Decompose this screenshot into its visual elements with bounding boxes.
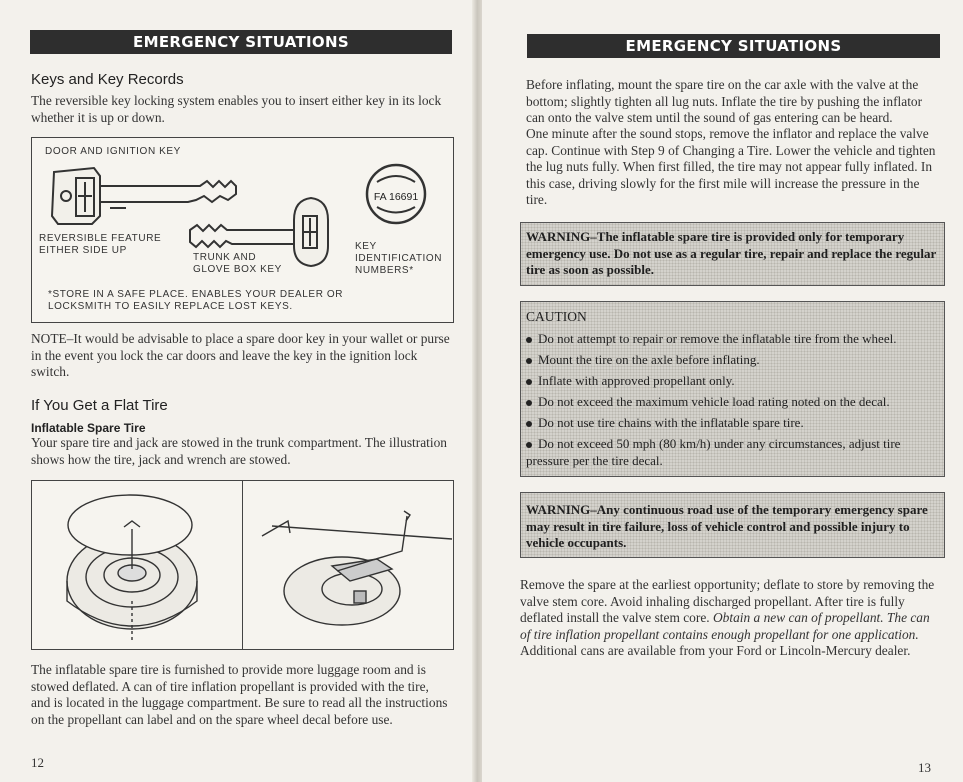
page-number: 12 bbox=[31, 755, 44, 770]
trunk-label-2: GLOVE BOX KEY bbox=[193, 264, 282, 275]
spare-tire-figure bbox=[31, 480, 454, 650]
caution-item: Do not exceed 50 mph (80 km/h) under any circumstances, adjust tire pressure per the tire decal. bbox=[526, 436, 901, 468]
note-paragraph: NOTE–It would be advisable to place a spare door key in your wallet or purse in the event you lock the car doors and leave the key in the ignition lock switch. bbox=[31, 331, 450, 379]
keys-intro: The reversible key locking system enables you to insert either key in its lock whether it is up or down. bbox=[31, 93, 442, 125]
caution-item: Do not attempt to repair or remove the inflatable tire from the wheel. bbox=[526, 331, 938, 348]
bullet-icon bbox=[526, 358, 532, 364]
key-id-label-1: KEY bbox=[355, 241, 377, 252]
flat-tire-heading: If You Get a Flat Tire bbox=[31, 397, 168, 414]
reversible-label-2: EITHER SIDE UP bbox=[39, 245, 127, 256]
keys-heading: Keys and Key Records bbox=[31, 71, 184, 88]
right-page bbox=[482, 0, 963, 782]
section-banner: EMERGENCY SITUATIONS bbox=[527, 34, 940, 58]
remove-spare-paragraph: Remove the spare at the earliest opportunity; deflate to store by removing the valve stem core. Avoid inhaling discharged propellant. After tire is fully deflated install the valve stem core. Obtain a new can of propellant. The can of tire inflation propellant contains enough propellant for one application. Additional cans are available from your Ford or Lincoln-Mercury dealer. bbox=[520, 577, 935, 658]
spare-body: The inflatable spare tire is furnished to provide more luggage room and is stowed deflated. A can of tire inflation propellant is provided with the tire, and is located in the luggage compartment. Be sure to read all the instructions on the propellant can label and on the spare wheel decal before use. bbox=[31, 662, 448, 727]
section-banner: EMERGENCY SITUATIONS bbox=[30, 30, 452, 54]
after-sound-paragraph: One minute after the sound stops, remove the inflator and replace the valve cap. Continue with Step 9 of Changing a Tire. Lower the vehicle and tighten the lug nuts fully. When first filled, the tire may not appear fully inflated. In this case, driving slowly for the first mile will increase the pressure in the tire. bbox=[526, 126, 936, 207]
inflating-paragraph: Before inflating, mount the spare tire on the car axle with the valve at the bottom; slightly tighten all lug nuts. Inflate the tire by pushing the inflator can onto the valve stem until the sound of gas entering can be heard. bbox=[526, 77, 923, 125]
caution-item: Do not use tire chains with the inflatable spare tire. bbox=[526, 415, 938, 432]
bullet-icon bbox=[526, 442, 532, 448]
key-id-label-2: IDENTIFICATION bbox=[355, 253, 443, 264]
door-ignition-label: DOOR AND IGNITION KEY bbox=[45, 146, 181, 157]
reversible-label-1: REVERSIBLE FEATURE bbox=[39, 233, 162, 244]
warning-text-2: WARNING–Any continuous road use of the temporary emergency spare may result in tire failure, loss of vehicle control and possible injury to vehicle occupants. bbox=[526, 502, 928, 550]
spare-subheading: Inflatable Spare Tire bbox=[31, 421, 146, 435]
warning-text-1: WARNING–The inflatable spare tire is provided only for temporary emergency use. Do not use as a regular tire, repair and replace the regular tire as soon as possible. bbox=[526, 229, 937, 277]
key-figure bbox=[31, 137, 454, 323]
caution-item: Inflate with approved propellant only. bbox=[526, 373, 938, 390]
caution-box bbox=[520, 301, 945, 477]
footnote-2: LOCKSMITH TO EASILY REPLACE LOST KEYS. bbox=[48, 301, 293, 312]
warning-box-1 bbox=[520, 222, 945, 286]
footnote-1: *STORE IN A SAFE PLACE. ENABLES YOUR DEALER OR bbox=[48, 289, 344, 300]
spare-intro: Your spare tire and jack are stowed in the trunk compartment. The illustration shows how the tire, jack and wrench are stowed. bbox=[31, 435, 447, 467]
spare-tire-illustration bbox=[32, 481, 453, 649]
page-number: 13 bbox=[918, 760, 931, 775]
bullet-icon bbox=[526, 400, 532, 406]
key-tag-code: FA 16691 bbox=[373, 191, 419, 203]
key-id-label-3: NUMBERS* bbox=[355, 265, 414, 276]
bullet-icon bbox=[526, 337, 532, 343]
bullet-icon bbox=[526, 379, 532, 385]
left-page bbox=[0, 0, 478, 782]
trunk-label-1: TRUNK AND bbox=[193, 252, 257, 263]
caution-item: Mount the tire on the axle before inflating. bbox=[526, 352, 938, 369]
bullet-icon bbox=[526, 421, 532, 427]
warning-box-2 bbox=[520, 492, 945, 558]
caution-title: CAUTION bbox=[526, 309, 587, 324]
caution-item: Do not exceed the maximum vehicle load rating noted on the decal. bbox=[526, 394, 938, 411]
